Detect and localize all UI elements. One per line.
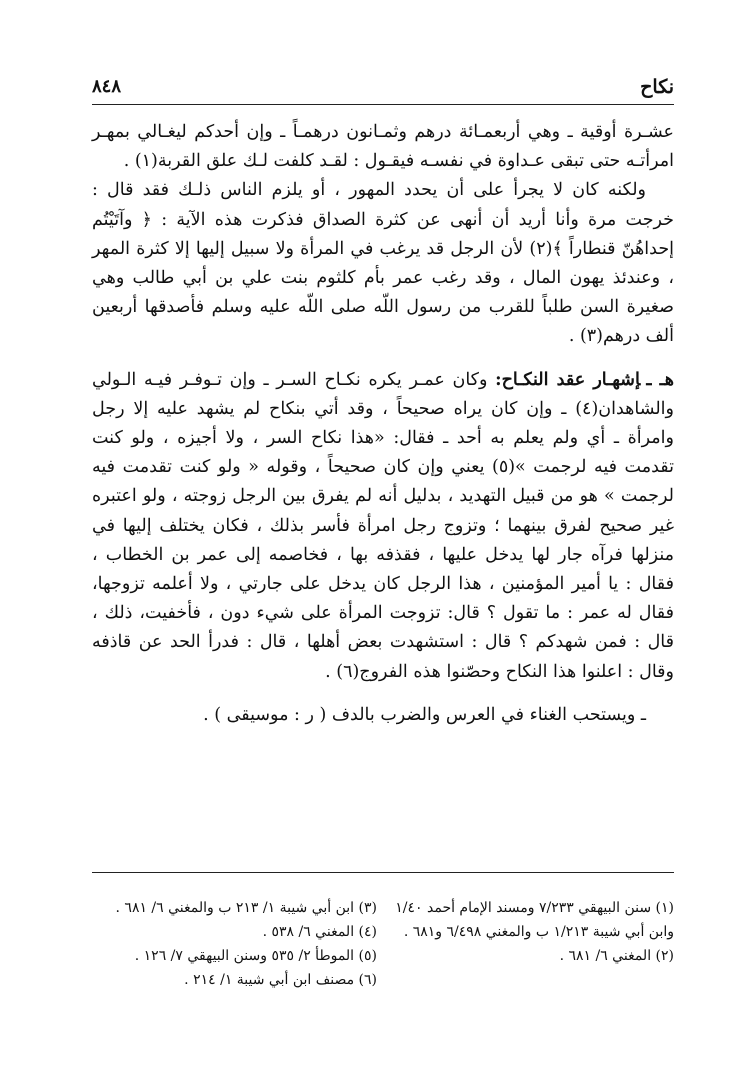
footnotes-column-right xyxy=(394,896,674,992)
footnote-1: (١) سنن البيهقي ٧/٢٣٣ ومسند الإمام أحمد ١/٤٠ وابن أبي شيبة ١/٢١٣ ب والمغني ٦/٤٩٨ و٦٨١ . xyxy=(395,900,674,940)
footnote-4: (٤) المغني ٦/ ٥٣٨ . xyxy=(262,924,377,940)
paragraph-4: ـ ويستحب الغناء في العرس والضرب بالدف ( ر : موسيقى ) . xyxy=(203,704,646,725)
footnotes-column-left xyxy=(92,896,377,992)
paragraph-1: عشـرة أوقية ـ وهي أربعمـائة درهم وثمـانون درهمـاً ـ وإن أحدكم ليغـالي بمهـر امرأتـه حتى تبقى عـداوة في نفسـه فيقـول : لقـد كلفت لـك علق القربة(١) . xyxy=(92,122,674,172)
paragraph-3 xyxy=(92,366,674,687)
section-lead-heading: إشهـار عقد النكـاح: xyxy=(495,369,641,390)
paragraph-2: ولكنه كان لا يجرأ على أن يحدد المهور ، أو يلزم الناس ذلـك فقد قال : خرجت مرة وأنا أريد أن أنهى عن كثرة الصداق فذكرت هذه الآية : ﴿ وآتَيْتُم إحداهُنّ قنطاراً ﴾(٢) لأن الرجل قد يرغب في المرأة ولا سبيل إليها إلا كثرة المهر ، وعندئذ يهون المال ، وقد رغب عمر بأم كلثوم بنت علي بن أبي طالب وهي صغيرة السن طلباً للقرب من رسول اللّه صلى اللّه عليه وسلم فأصدقها أربعين ألف درهم(٣) . xyxy=(92,180,674,347)
page-header xyxy=(92,76,674,102)
main-text xyxy=(92,118,674,730)
footnote-5: (٥) الموطأ ٢/ ٥٣٥ وسنن البيهقي ٧/ ١٢٦ . xyxy=(134,948,377,964)
running-title: نكاح xyxy=(640,76,674,98)
page-number: ٨٤٨ xyxy=(92,76,122,97)
header-rule xyxy=(92,104,674,105)
footnote-6: (٦) مصنف ابن أبي شيبة ١/ ٢١٤ . xyxy=(184,972,377,988)
footnote-3: (٣) ابن أبي شيبة ١/ ٢١٣ ب والمغني ٦/ ٦٨١ . xyxy=(115,900,377,916)
item-marker: هـ ـ xyxy=(646,369,674,390)
footnotes xyxy=(92,896,674,992)
paragraph-3-text: وكان عمـر يكره نكـاح السـر ـ وإن تـوفـر فيـه الـولي والشاهدان(٤) ـ وإن كان يراه صحيحاً ، وقد أتي بنكاح لم يشهد عليه إلا رجل وامرأة ـ أي ولم يعلم به أحد ـ فقال: «هذا نكاح السر ، ولا أجيزه ، ولو كنت تقدمت فيه لرجمت »(٥) يعني وإن كان صحيحاً ، وقوله « ولو كنت تقدمت فيه لرجمت » هو من قبيل التهديد ، بدليل أنه لم يفرق بين الرجل زوجته ، ولو اعتبره غير صحيح لفرق بينهما ؛ وتزوج رجل امرأة فأسر بذلك ، فكان يختلف إليها في منزلها فرآه جار لها يدخل عليها ، فقذفه بها ، فخاصمه إلى عمر بن الخطاب ، فقال : يا أمير المؤمنين ، هذا الرجل كان يدخل على جارتي ، ولا أعلمه تزوجها، فقال له عمر : ما تقول ؟ قال: تزوجت المرأة على شيء دون ، فأخفيت، ذلك ، قال : فمن شهدكم ؟ قال : استشهدت بعض أهلها ، قال : فدرأ الحد عن قاذفه وقال : اعلنوا هذا النكاح وحصّنوا هذه الفروج(٦) . xyxy=(92,369,674,682)
footnote-2: (٢) المغني ٦/ ٦٨١ . xyxy=(559,948,674,964)
footnote-rule xyxy=(92,872,674,873)
